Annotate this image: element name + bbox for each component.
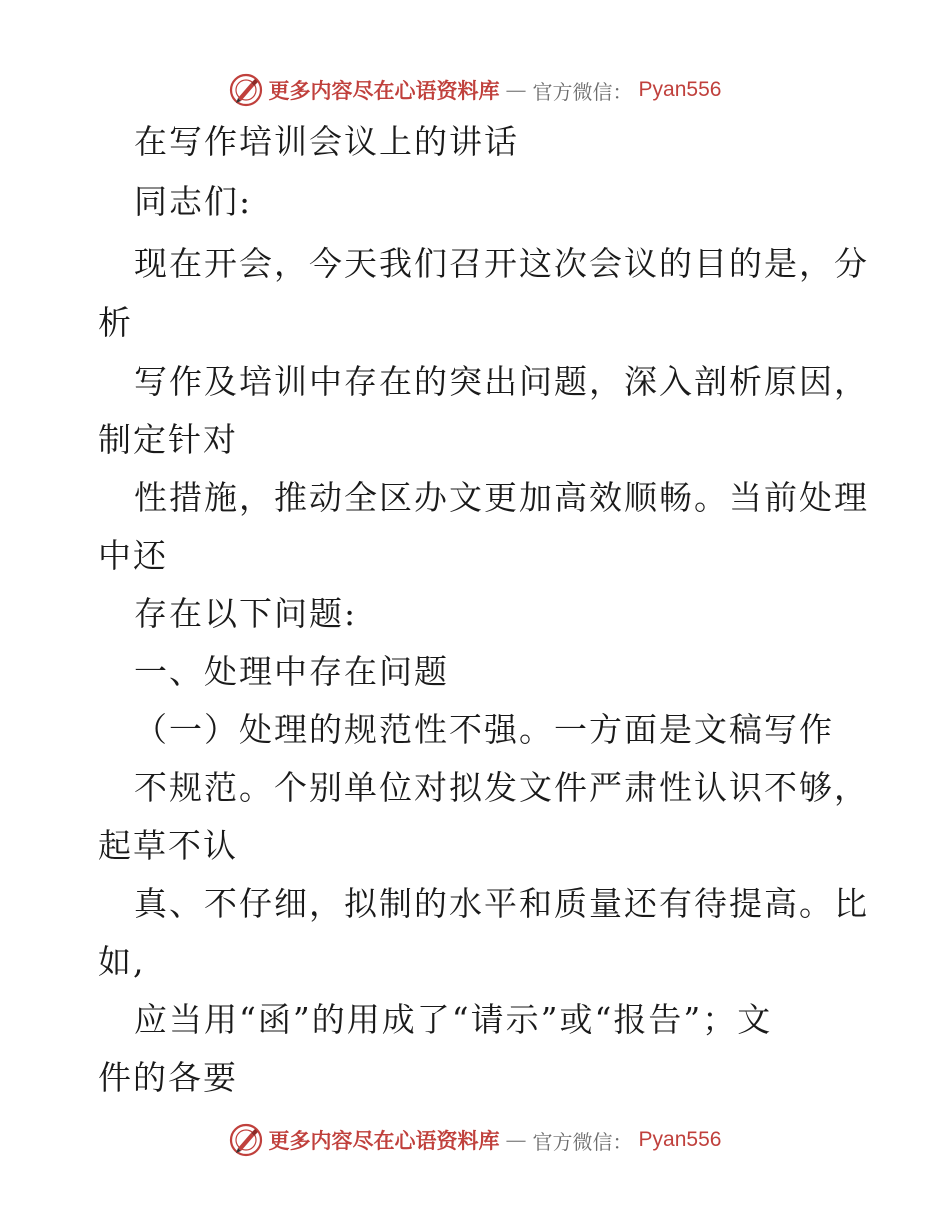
paragraph-line: 起草不认 (98, 826, 238, 865)
footer-banner (0, 1120, 950, 1160)
header-banner (0, 70, 950, 110)
paragraph-line: 如, (98, 942, 146, 981)
banner-dash: — (505, 78, 527, 102)
paragraph-line: 不规范。个别单位对拟发文件严肃性认识不够， (134, 768, 869, 807)
paragraph-line: 中还 (98, 536, 168, 575)
pen-logo-icon (229, 73, 263, 107)
salutation: 同志们: (134, 182, 253, 221)
pen-logo-icon (229, 1123, 263, 1157)
paragraph-line: 现在开会，今天我们召开这次会议的目的是，分 (134, 244, 869, 283)
banner-wechat-label: 官方微信： (532, 79, 633, 104)
paragraph-line: 应当用“函”的用成了“请示”或“报告”；文 (134, 1000, 773, 1039)
banner-dash: — (505, 1128, 527, 1152)
document-title: 在写作培训会议上的讲话 (134, 122, 519, 161)
subsection-heading: （一）处理的规范性不强。一方面是文稿写作 (134, 710, 834, 749)
paragraph-line: 真、不仔细，拟制的水平和质量还有待提高。比 (134, 884, 869, 923)
paragraph-line: 析 (98, 303, 133, 342)
banner-slogan: 更多内容尽在心语资料库 (268, 78, 500, 103)
banner-wechat-id: Pyan556 (638, 1128, 722, 1151)
paragraph-line: 性措施，推动全区办文更加高效顺畅。当前处理 (134, 478, 869, 517)
paragraph-line: 制定针对 (98, 420, 238, 459)
banner-wechat-id: Pyan556 (638, 78, 722, 101)
banner-wechat-label: 官方微信： (532, 1129, 633, 1154)
banner-slogan: 更多内容尽在心语资料库 (268, 1128, 500, 1153)
section-heading: 一、处理中存在问题 (134, 652, 449, 691)
paragraph-line: 写作及培训中存在的突出问题，深入剖析原因， (134, 362, 869, 401)
paragraph-line: 存在以下问题: (134, 594, 358, 633)
paragraph-line: 件的各要 (98, 1058, 238, 1097)
